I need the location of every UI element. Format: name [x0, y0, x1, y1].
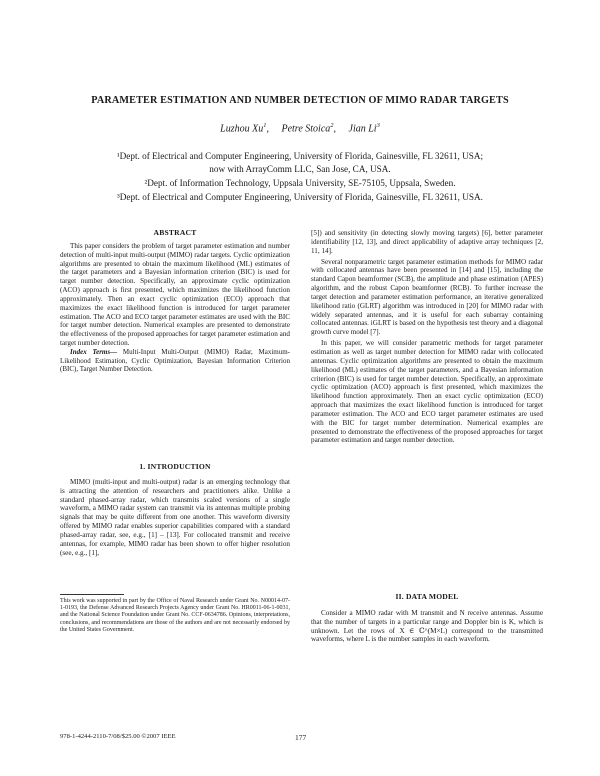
index-terms [60, 348, 290, 374]
affiliation-3: ³Dept. of Electrical and Computer Engineering, University of Florida, Gainesville, FL 32611, USA. [117, 192, 483, 202]
isbn-footer: 978-1-4244-2110-7/08/$25.00 ©2007 IEEE [60, 733, 176, 740]
author-name: Jian Li [348, 123, 377, 135]
right-p2: Several nonparametric target parameter estimation methods for MIMO radar with collocated antennas have been presented in [14] and [15], including the standard Capon beamformer (SCB), the amplitude and phase estimation (APES) algorithm, and the robust Capon beamformer (RCB). To further increase the target detection and parameter estimation performance, an iterative generalized likelihood ratio (GLRT) algorithm was introduced in [20] for MIMO radar with widely separated antennas, and it is useful for each subarray containing collocated antennas. iGLRT is based on the hypothesis test theory and a diagonal growth curve model [7]. [311, 257, 543, 337]
right-p1: [5]) and sensitivity (in detecting slowly moving targets) [6], better parameter identifiability [12, 13], and direct applicability of adaptive array techniques [2, 11, 14]. [311, 229, 543, 255]
intro-text: MIMO (multi-input and multi-output) radar is an emerging technology that is attracting the attention of researchers and practitioners alike. Unlike a standard phased-array radar, which transmits scaled versions of a single waveform, a MIMO radar system can transmit via its antennas multiple probing signals that may be quite different from one another. This waveform diversity offered by MIMO radar enables superior capabilities compared with a standard phased-array radar, see, e.g., [1] – [13]. For collocated transmit and receive antennas, for example, MIMO radar has been shown to offer higher resolution (see, e.g., [1], [60, 477, 290, 557]
abstract-text: This paper considers the problem of target parameter estimation and number detection of multi-input multi-output (MIMO) radar targets. Cyclic optimization algorithms are presented to obtain the maximum likelihood (ML) estimates of the target parameters and a Bayesian information criterion (BIC) is used for target number detection. Specifically, an approximate cyclic optimization (ACO) approach is first presented, which maximizes the likelihood function approximately. Then an exact cyclic optimization (ECO) approach that maximizes the exact likelihood function is introduced for target parameter estimation. The ACO and ECO target parameter estimates are used with the BIC for target number detection. Numerical examples are presented to demonstrate the effectiveness of the proposed approaches for target parameter estimation and target number detection. [60, 241, 290, 348]
affiliation-1: ¹Dept. of Electrical and Computer Engineering, University of Florida, Gainesville, FL 32611, USA; [116, 151, 484, 161]
author-sup: 3 [376, 122, 380, 129]
introduction-section [60, 463, 290, 557]
author-sup: 2 [330, 122, 334, 129]
data-model-section [311, 593, 543, 644]
page-number: 177 [295, 733, 307, 742]
author-name: Petre Stoica [281, 123, 331, 135]
index-terms-label: Index Terms— [70, 347, 118, 356]
right-column [311, 229, 543, 445]
abstract-heading: ABSTRACT [153, 228, 197, 237]
right-p3: In this paper, we will consider parametric methods for target parameter estimation as well as target number detection for MIMO radar with collocated antennas. Cyclic optimization algorithms are presented to obtain the maximum likelihood (ML) estimates of the target parameters, and a Bayesian information criterion (BIC) is used for target number detection. Specifically, an approximate cyclic optimization (ACO) approach is first presented, which maximizes the likelihood function approximately. Then an exact cyclic optimization (ECO) approach that maximizes the exact likelihood function is introduced for target parameter estimation. The ACO and ECO target parameter estimates are used with the BIC for target number determination. Numerical examples are presented to demonstrate the effectiveness of the proposed approaches for target parameter estimation and target number detection. [311, 339, 543, 445]
data-model-heading: II. DATA MODEL [395, 592, 459, 601]
author-name: Luzhou Xu [220, 123, 264, 135]
intro-heading: 1. INTRODUCTION [139, 462, 211, 471]
footnote-rule [60, 594, 124, 595]
affiliation-2: ²Dept. of Information Technology, Uppsala University, SE-75105, Uppsala, Sweden. [144, 178, 456, 188]
footnote: This work was supported in part by the Office of Naval Research under Grant No. N00014-07-1-0193, the Defense Advanced Research Projects Agency under Grant No. HR0011-06-1-0031, and the National Science Foundation under Grant No. CCF-0634786. Opinions, interpretations, conclusions, and recommendations are those of the authors and are not necessarily endorsed by the United States Government. [60, 598, 290, 633]
abstract-section [60, 229, 290, 374]
author-sup: 1 [263, 122, 267, 129]
affiliation-1b: now with ArrayComm LLC, San Jose, CA, USA. [209, 164, 391, 174]
data-model-text: Consider a MIMO radar with M transmit and N receive antennas. Assume that the number of targets in a particular range and Doppler bin is K, which is unknown. Let the rows of X ∈ ℂ^(M×L) correspond to the transmitted waveforms, where L is the number samples in each waveform. [311, 608, 543, 644]
author-line: Luzhou Xu$^1$, Petre Stoica$^2$, Jian Li$^3$ [220, 122, 380, 135]
index-terms-text: Multi-Input Multi-Output (MIMO) Radar, Maximum-Likelihood Estimation, Cyclic Optimization, Bayesian Information Criterion (BIC), Target Number Detection. [60, 347, 291, 374]
paper-title: PARAMETER ESTIMATION AND NUMBER DETECTION OF MIMO RADAR TARGETS [91, 95, 509, 106]
